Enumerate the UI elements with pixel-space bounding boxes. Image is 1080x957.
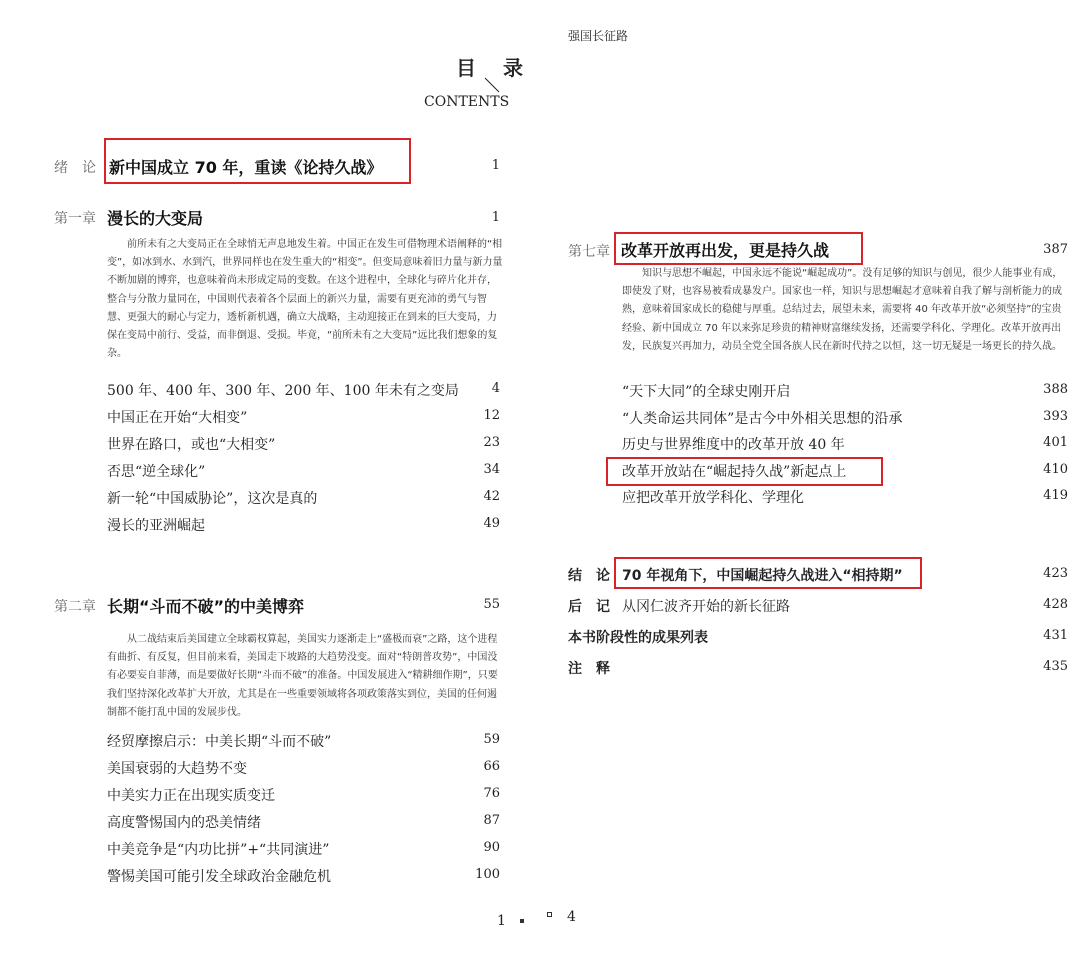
toc-entry-page: 410: [1043, 461, 1068, 477]
chapter-2-summary: 从二战结束后美国建立全球霸权算起，美国实力逐渐走上“盛极而衰”之路，这个进程有曲折、有反复，但目前来看，美国走下坡路的大趋势没变。面对“特朗普攻势”，中国没有必要妄自菲薄，而是要做好长期“斗而不破”的准备。中国发展进入“精耕细作期”，只要我们坚持深化改革扩大开放，尤其是在一些重要领域将各项政策落实到位，美国的任何遏制都不能打乱中国的发展步伐。: [107, 634, 498, 718]
intro-page: 1: [491, 158, 500, 173]
toc-entry-title: 中国正在开始“大相变”: [107, 410, 248, 426]
toc-entry-page: 12: [483, 408, 500, 423]
chapter-1-title: 漫长的大变局: [107, 209, 204, 228]
chapter-7-page: 387: [1043, 242, 1068, 257]
endmatter-page: 431: [1043, 628, 1068, 643]
toc-subtitle: CONTENTS: [424, 94, 510, 110]
toc-entry-title: 否思“逆全球化”: [107, 464, 206, 480]
chapter-7-label: 第七章: [568, 244, 610, 260]
endmatter-page: 435: [1043, 659, 1068, 674]
chapter-7-title: 改革开放再出发，更是持久战: [621, 241, 830, 260]
endmatter-title: 从冈仁波齐开始的新长征路: [622, 599, 790, 615]
toc-entry-page: 66: [483, 759, 500, 774]
toc-entry-page: 388: [1043, 382, 1068, 397]
toc-entry-title: 中美实力正在出现实质变迁: [107, 788, 275, 804]
chapter-2-page: 55: [483, 597, 500, 612]
toc-entry-page: 401: [1043, 435, 1068, 450]
endmatter-page: 428: [1043, 597, 1068, 612]
toc-entry-title: 警惕美国可能引发全球政治金融危机: [107, 869, 331, 885]
page-dot: [520, 919, 524, 923]
chapter-2-label: 第二章: [54, 599, 96, 615]
toc-entry-page: 393: [1043, 408, 1068, 424]
endmatter-label: 注 释: [568, 661, 610, 677]
toc-entry-title: 中美竞争是“内功比拼”+“共同演进”: [107, 842, 330, 858]
toc-entry-page: 90: [483, 840, 500, 855]
page-square-icon: [547, 912, 552, 917]
toc-entry-title: 世界在路口，或也“大相变”: [107, 437, 276, 453]
toc-entry-title: 美国衰弱的大趋势不变: [107, 761, 247, 777]
toc-entry-page: 100: [475, 867, 500, 882]
toc-entry-page: 419: [1043, 488, 1068, 503]
toc-entry-page: 76: [483, 786, 500, 801]
intro-title: 新中国成立 70 年，重读《论持久战》: [109, 158, 383, 177]
toc-entry-title: 漫长的亚洲崛起: [107, 518, 205, 534]
title-slash-decoration: [483, 76, 501, 94]
right-page-number: 4: [567, 909, 576, 925]
toc-entry-title: 新一轮“中国威胁论”，这次是真的: [107, 491, 318, 507]
chapter-7-summary: 知识与思想不崛起，中国永远不能说“崛起成功”。没有足够的知识与创见，很少人能事业有成，即使发了财，也容易被看成暴发户。国家也一样，知识与思想崛起才意味着自我了解与剖析能力的成熟，意味着国家成长的稳健与厚重。总结过去，展望未来，需要将 40 年改革开放“必须坚持”的宝贵经验、新中国成立 70 年以来弥足珍贵的精神财富继续发扬，还需要学科化、学理化。改革开放再出发，民族复兴再加力，动员全党全国各族人民在新时代持之以恒，这一切无疑是一场更长的持久战。: [622, 268, 1063, 352]
toc-entry-title: 改革开放站在“崛起持久战”新起点上: [622, 463, 847, 480]
endmatter-title: 70 年视角下，中国崛起持久战进入“相持期”: [622, 568, 903, 584]
endmatter-page: 423: [1043, 566, 1068, 581]
chapter-2-title: 长期“斗而不破”的中美博弈: [107, 597, 305, 616]
toc-entry-title: 应把改革开放学科化、学理化: [622, 490, 804, 506]
toc-entry-title: 经贸摩擦启示：中美长期“斗而不破”: [107, 734, 332, 750]
chapter-1-label: 第一章: [54, 211, 96, 227]
toc-entry-page: 87: [483, 813, 500, 828]
toc-entry-page: 59: [483, 732, 500, 747]
endmatter-label: 结 论: [568, 568, 610, 584]
toc-entry-title: 历史与世界维度中的改革开放 40 年: [622, 437, 845, 453]
endmatter-title: 本书阶段性的成果列表: [568, 630, 708, 646]
toc-entry-title: “天下大同”的全球史刚开启: [622, 384, 791, 400]
toc-title: 目 录: [456, 56, 533, 80]
highlight-box: [614, 557, 922, 589]
toc-entry-page: 42: [483, 489, 500, 504]
toc-entry-page: 49: [483, 516, 500, 531]
toc-entry-title: “人类命运共同体”是古今中外相关思想的沿承: [622, 410, 903, 427]
toc-entry-title: 高度警惕国内的恐美情绪: [107, 815, 261, 831]
intro-label: 绪 论: [54, 160, 96, 176]
left-page-number: 1: [497, 913, 506, 929]
toc-entry-title: 500 年、400 年、300 年、200 年、100 年未有之变局: [107, 383, 459, 399]
toc-entry-page: 23: [483, 435, 500, 450]
chapter-1-page: 1: [491, 210, 500, 225]
endmatter-label: 后 记: [568, 599, 610, 615]
toc-entry-page: 34: [483, 462, 500, 477]
running-header: 强国长征路: [568, 29, 629, 43]
chapter-1-summary: 前所未有之大变局正在全球悄无声息地发生着。中国正在发生可借物理术语阐释的“相变”，如冰到水、水到汽，世界同样也在发生重大的“相变”。但变局意味着旧力量与新力量不断加剧的博弈，也意味着尚未形成定局的变数。在这个进程中，全球化与碎片化并存，整合与分散力量同在，中国则代表着各个层面上的新兴力量，需要有更充沛的勇气与智慧、更强大的耐心与定力，透析新机遇，确立大战略，主动迎接正在到来的巨大变局，力保在变局中前行、受益，而非倒退、受损。毕竟，“前所未有之大变局”远比我们想象的复杂。: [107, 239, 503, 360]
toc-entry-page: 4: [491, 381, 500, 396]
highlight-box: [606, 457, 883, 486]
